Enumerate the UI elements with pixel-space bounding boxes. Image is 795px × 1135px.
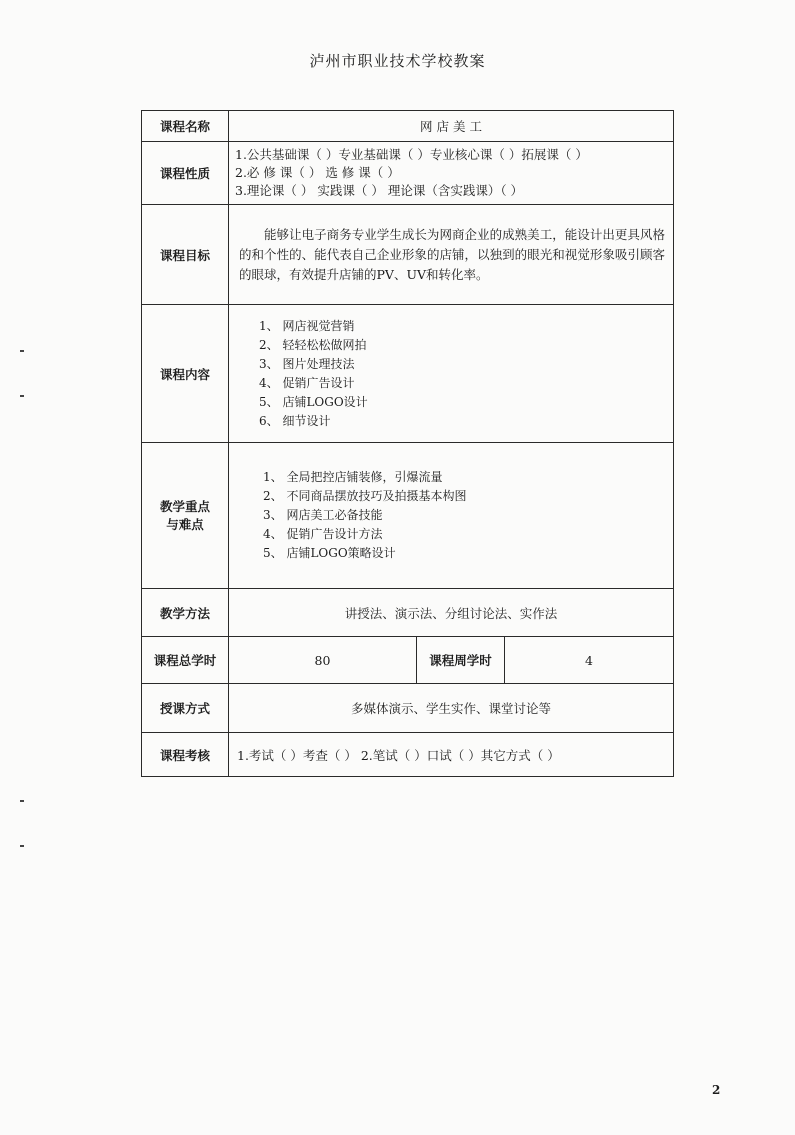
content-item: 2、 轻轻松松做网拍	[259, 337, 367, 352]
teaching-method-value: 讲授法、演示法、分组讨论法、实作法	[229, 589, 674, 637]
course-nature-line-1: 1.公共基础课（ ）专业基础课（ ）专业核心课（ ）拓展课（ ）	[235, 147, 588, 162]
lesson-plan-table	[141, 110, 674, 777]
delivery-label: 授课方式	[142, 684, 229, 733]
weekly-hours-value: 4	[505, 637, 674, 684]
row-course-goal	[142, 205, 674, 305]
total-hours-label: 课程总学时	[142, 637, 229, 684]
key-point-item: 5、 店铺LOGO策略设计	[263, 546, 396, 560]
key-points-label-line-1: 教学重点	[159, 498, 210, 514]
course-nature-line-2: 2.必 修 课（ ） 选 修 课（ ）	[235, 165, 400, 180]
course-nature-line-3: 3.理论课（ ） 实践课（ ） 理论课（含实践课）（ ）	[235, 183, 524, 198]
row-delivery	[142, 684, 674, 733]
row-key-points	[142, 443, 674, 589]
course-nature-cell	[229, 142, 674, 205]
key-points-cell	[229, 443, 674, 589]
page-number: 2	[712, 1083, 721, 1097]
course-goal-cell	[229, 205, 674, 305]
total-hours-value: 80	[229, 637, 417, 684]
course-content-cell	[229, 305, 674, 443]
key-point-item: 4、 促销广告设计方法	[263, 527, 383, 541]
course-name-value: 网 店 美 工	[229, 111, 674, 142]
row-teaching-method	[142, 589, 674, 637]
course-name-label: 课程名称	[142, 111, 229, 142]
margin-mark	[20, 395, 24, 397]
weekly-hours-label: 课程周学时	[417, 637, 505, 684]
key-point-item: 3、 网店美工必备技能	[263, 508, 383, 522]
content-item: 1、 网店视觉营销	[259, 318, 355, 333]
row-assessment	[142, 733, 674, 777]
course-nature-label: 课程性质	[142, 142, 229, 205]
row-course-name	[142, 111, 674, 142]
content-item: 4、 促销广告设计	[259, 375, 355, 390]
row-hours	[142, 637, 674, 684]
key-point-item: 2、 不同商品摆放技巧及拍摄基本构图	[263, 489, 467, 503]
key-points-label	[142, 443, 229, 589]
margin-mark	[20, 800, 24, 802]
course-goal-text: 能够让电子商务专业学生成长为网商企业的成熟美工，能设计出更具风格的和个性的、能代表自己企业形象的店铺，以独到的眼光和视觉形象吸引顾客的眼球，有效提升店铺的PV、UV和转化率。	[239, 226, 666, 282]
key-points-label-line-2: 与难点	[166, 516, 204, 532]
content-item: 6、 细节设计	[259, 413, 331, 428]
assessment-value: 1.考试（ ）考查（ ） 2.笔试（ ）口试（ ）其它方式（ ）	[229, 733, 674, 777]
row-course-content	[142, 305, 674, 443]
page-title: 泸州市职业技术学校教案	[309, 52, 486, 70]
margin-mark	[20, 350, 24, 352]
content-item: 5、 店铺LOGO设计	[259, 394, 368, 409]
course-goal-label: 课程目标	[142, 205, 229, 305]
teaching-method-label: 教学方法	[142, 589, 229, 637]
delivery-value: 多媒体演示、学生实作、课堂讨论等	[229, 684, 674, 733]
key-point-item: 1、 全局把控店铺装修，引爆流量	[263, 470, 443, 484]
content-item: 3、 图片处理技法	[259, 356, 355, 371]
course-content-label: 课程内容	[142, 305, 229, 443]
margin-mark	[20, 845, 24, 847]
row-course-nature	[142, 142, 674, 205]
assessment-label: 课程考核	[142, 733, 229, 777]
